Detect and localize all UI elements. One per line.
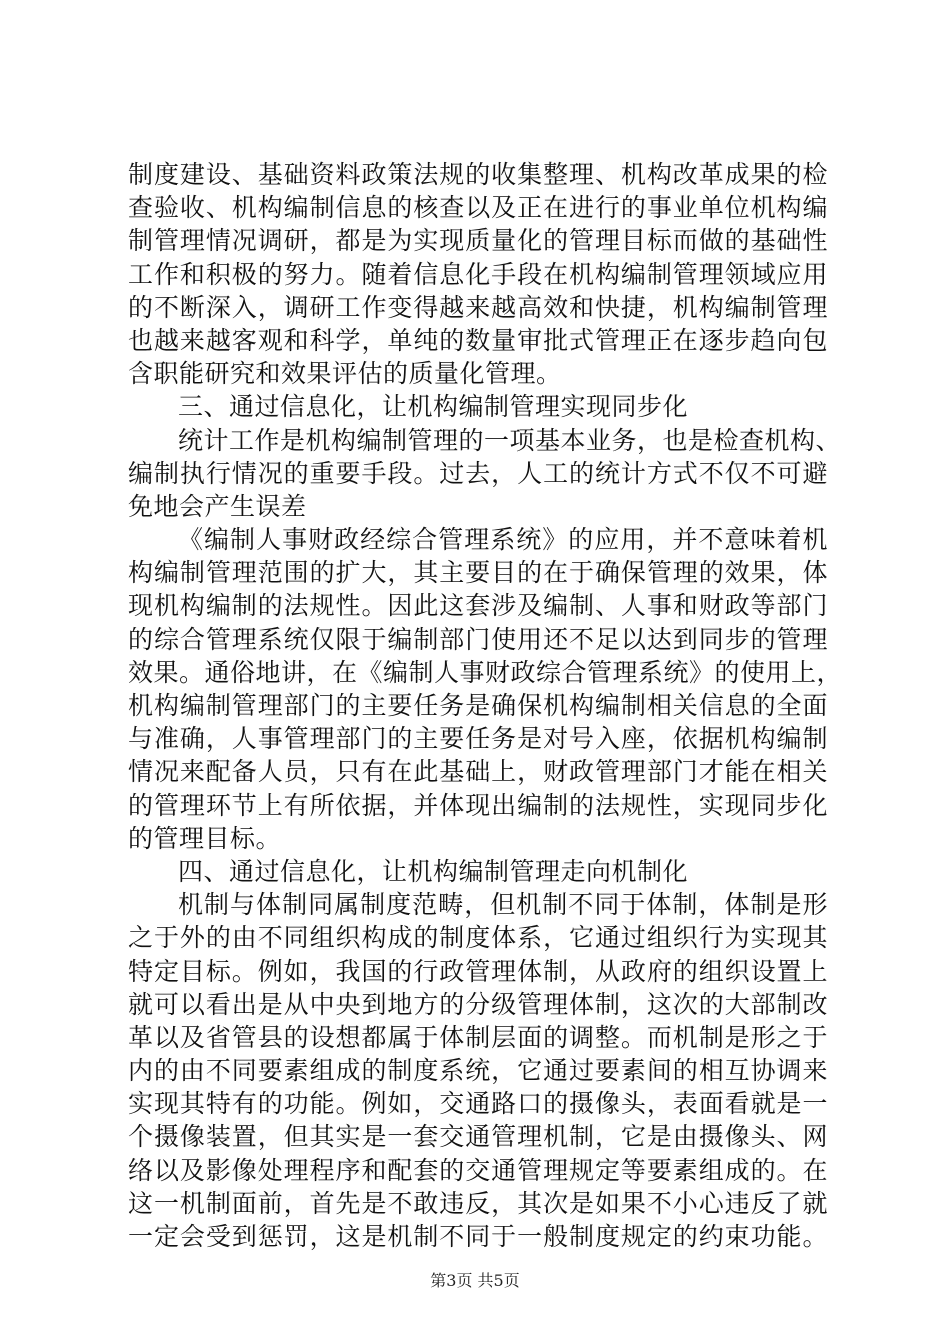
text-line: 个摄像装置，但其实是一套交通管理机制，它是由摄像头、网 [128,1122,828,1152]
text-line: 的综合管理系统仅限于编制部门使用还不足以达到同步的管理 [128,624,828,654]
text-line: 查验收、机构编制信息的核查以及正在进行的事业单位机构编 [128,193,828,223]
text-line: 这一机制面前，首先是不敢违反，其次是如果不小心违反了就 [128,1188,828,1218]
text-line: 统计工作是机构编制管理的一项基本业务，也是检查机构、 [178,425,842,455]
text-line: 实现其特有的功能。例如，交通路口的摄像头，表面看就是一 [128,1089,828,1119]
text-line: 也越来越客观和科学，单纯的数量审批式管理正在逐步趋向包 [128,325,828,355]
text-line: 情况来配备人员，只有在此基础上，财政管理部门才能在相关 [128,757,828,787]
text-line: 内的由不同要素组成的制度系统，它通过要素间的相互协调来 [128,1056,828,1086]
text-line: 免地会产生误差 [128,491,307,521]
page-number-footer: 第3页 共5页 [430,1271,520,1290]
text-line: 工作和积极的努力。随着信息化手段在机构编制管理领域应用 [128,259,828,289]
text-line: 络以及影像处理程序和配套的交通管理规定等要素组成的。在 [128,1155,828,1185]
text-line: 之于外的由不同组织构成的制度体系，它通过组织行为实现其 [128,923,828,953]
text-line: 特定目标。例如，我国的行政管理体制，从政府的组织设置上 [128,956,828,986]
text-line: 效果。通俗地讲，在《编制人事财政综合管理系统》的使用上， [128,657,843,687]
text-line: 制度建设、基础资料政策法规的收集整理、机构改革成果的检 [128,160,828,189]
text-line: 制管理情况调研，都是为实现质量化的管理目标而做的基础性 [128,226,828,256]
text-line: 机构编制管理部门的主要任务是确保机构编制相关信息的全面 [128,691,828,720]
text-line: 一定会受到惩罚，这是机制不同于一般制度规定的约束功能。 [128,1222,828,1251]
text-line: 就可以看出是从中央到地方的分级管理体制，这次的大部制改 [128,989,828,1019]
section-heading-4: 四、通过信息化，让机构编制管理走向机制化 [178,856,689,886]
text-line: 构编制管理范围的扩大，其主要目的在于确保管理的效果，体 [128,558,828,588]
text-line: 革以及省管县的设想都属于体制层面的调整。而机制是形之于 [128,1022,828,1052]
text-line: 编制执行情况的重要手段。过去，人工的统计方式不仅不可避 [128,458,828,488]
text-line: 机制与体制同属制度范畴，但机制不同于体制，体制是形 [178,890,828,920]
body-text [128,158,843,1253]
text-line: 的管理目标。 [128,823,282,853]
text-line: 与准确，人事管理部门的主要任务是对号入座，依据机构编制 [128,724,828,754]
text-line: 的管理环节上有所依据，并体现出编制的法规性，实现同步化 [128,790,828,820]
section-heading-3: 三、通过信息化，让机构编制管理实现同步化 [178,392,689,422]
text-line: 含职能研究和效果评估的质量化管理。 [128,359,562,389]
text-line: 《编制人事财政经综合管理系统》的应用，并不意味着机 [178,525,828,555]
text-line: 现机构编制的法规性。因此这套涉及编制、人事和财政等部门 [128,591,828,621]
text-line: 的不断深入，调研工作变得越来越高效和快捷，机构编制管理 [128,292,828,322]
